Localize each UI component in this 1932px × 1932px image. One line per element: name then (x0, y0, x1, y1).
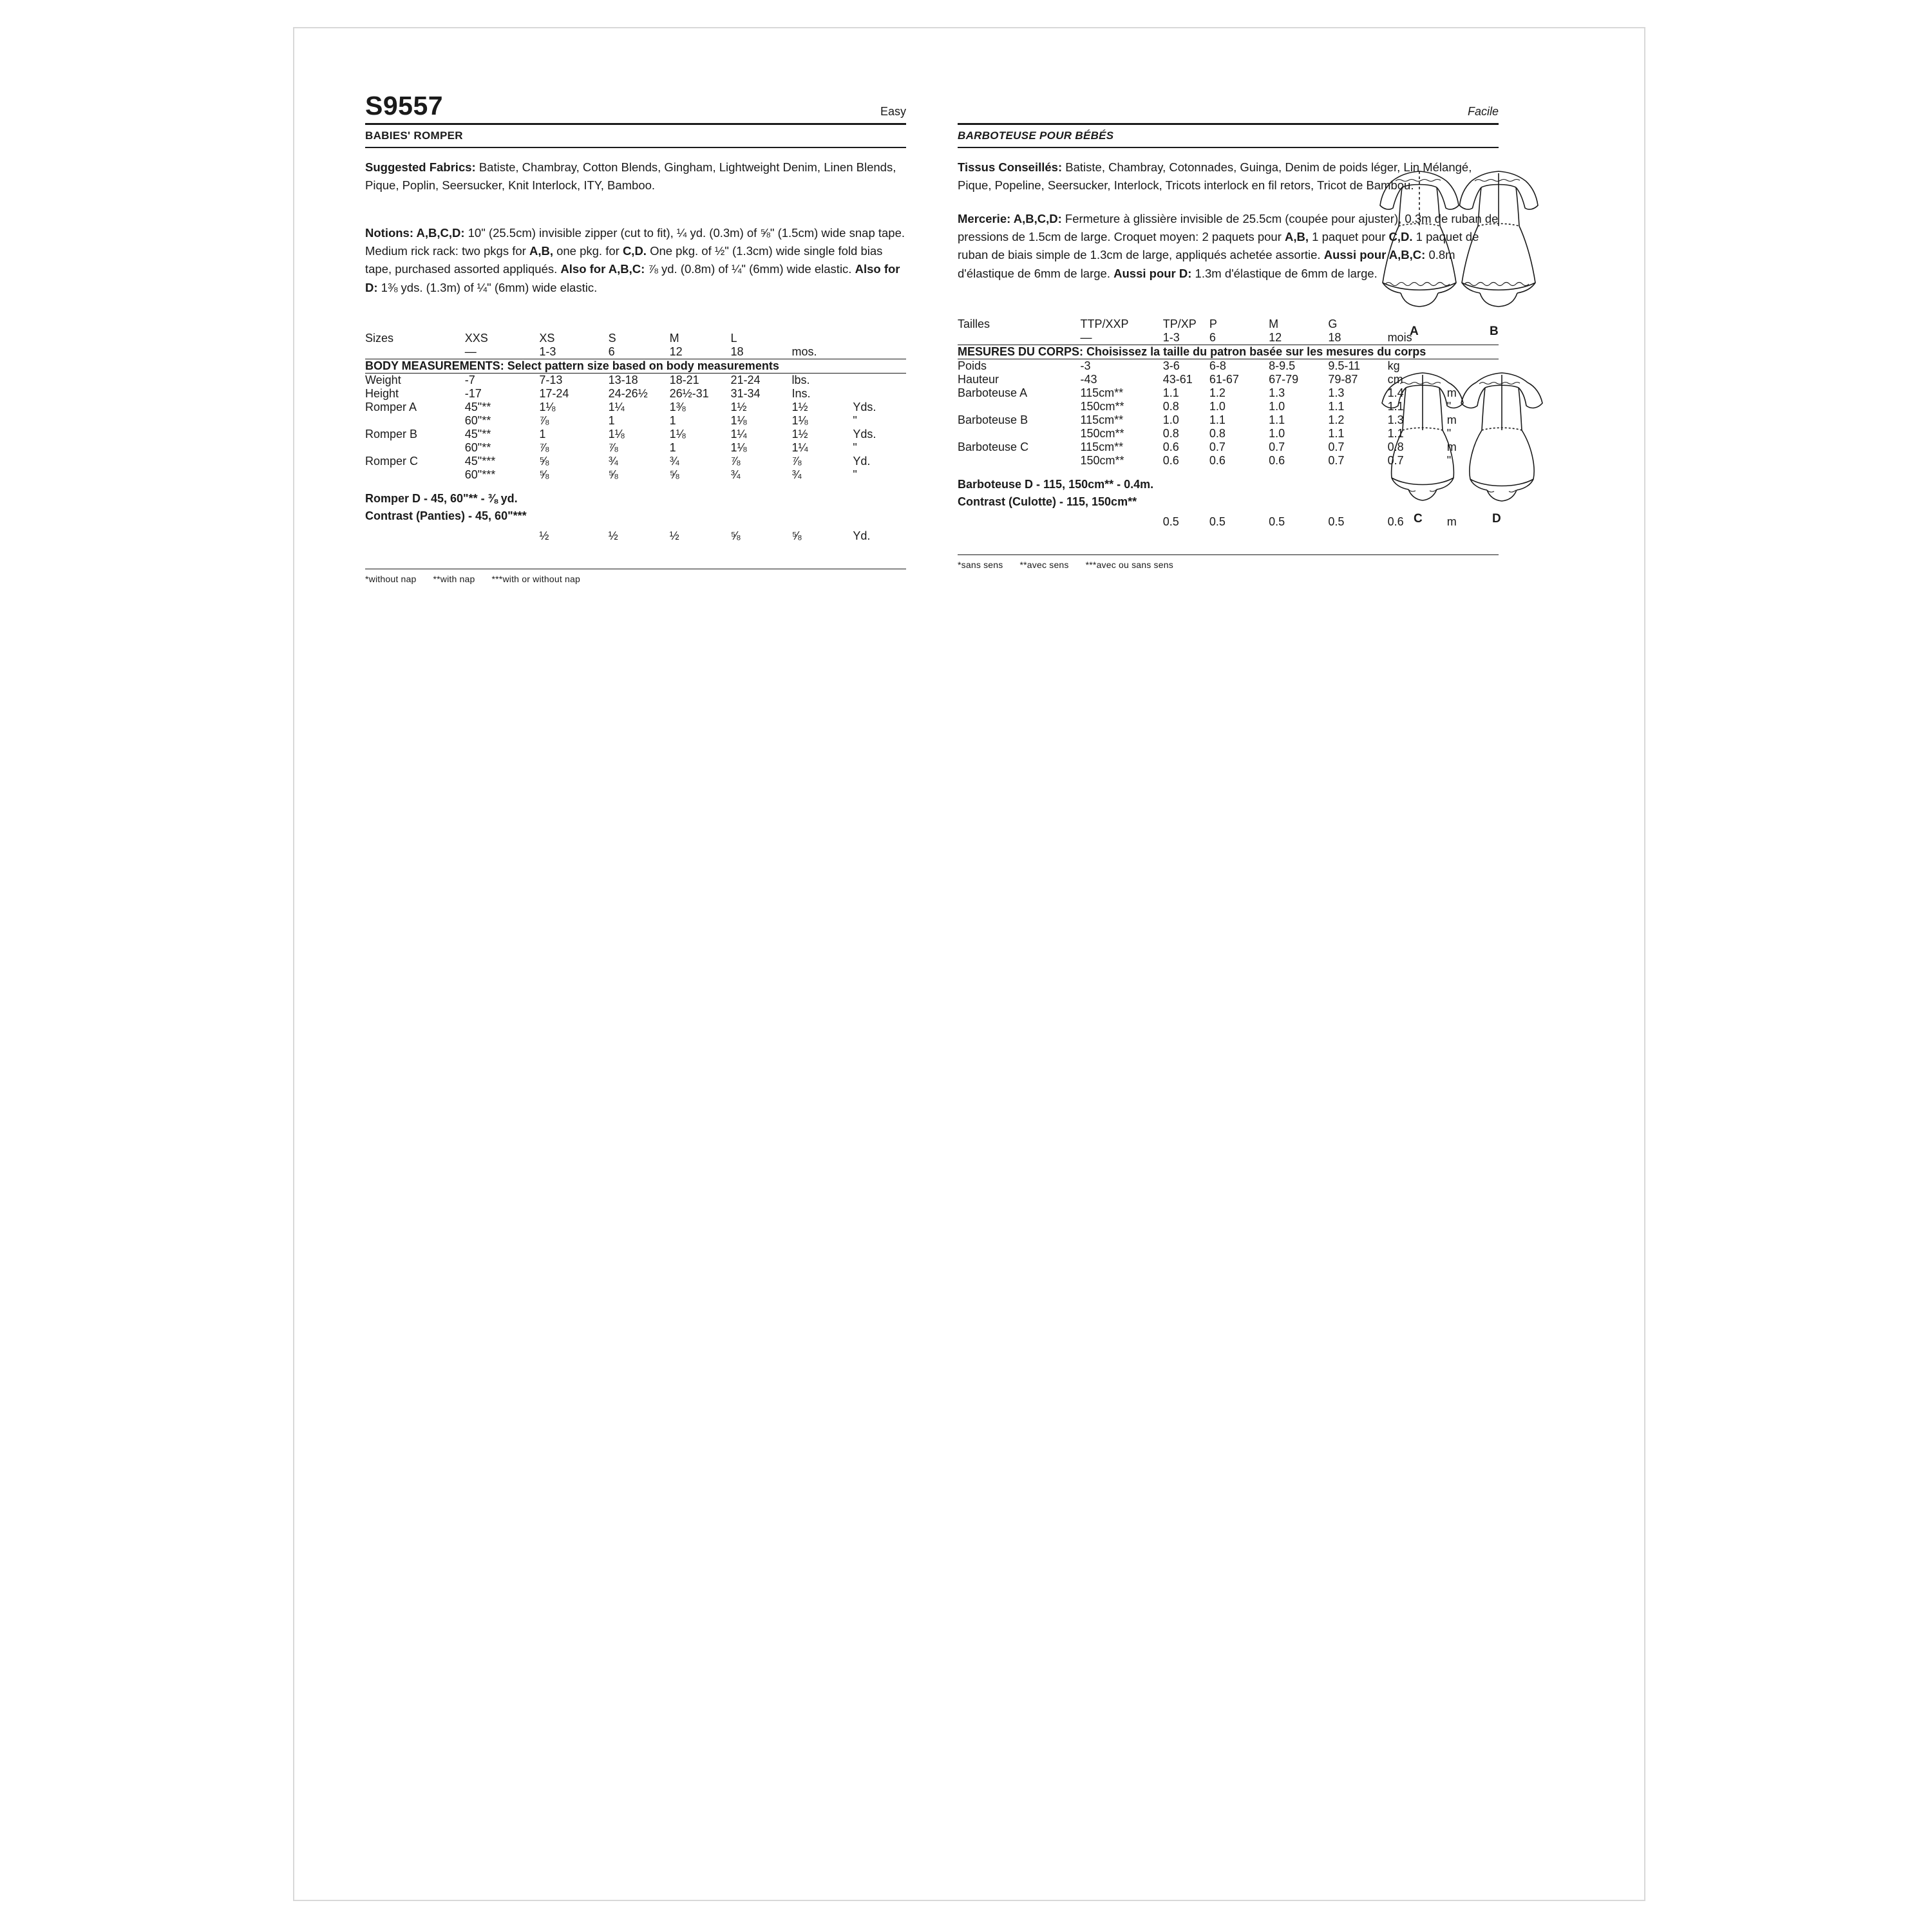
barboteuse-b2-v0-fr: 0.8 (1162, 426, 1179, 440)
notions-text-en-0: 10" (25.5cm) invisible zipper (cut to fit), ¼ yd. (0.3m) of ⅝" (1.5cm) wide snap tape. Medium rick rack: two pkgs for (365, 226, 905, 258)
table-row (365, 529, 906, 543)
barboteuse-c2-width-fr: 150cm** (1080, 453, 1124, 467)
size-age-0-en: — (465, 345, 540, 359)
barboteuse-a-v1-fr: 1.2 (1209, 386, 1226, 399)
romper-a2-unit-en: " (853, 413, 857, 427)
spacer-cell (365, 529, 465, 543)
notions-text-fr-0: Fermeture à glissière invisible de 25.5cm (coupée pour ajuster), 0.3m de ruban de pressions de 1.5cm de large. Croquet moyen: 2 paquets pour (958, 212, 1499, 244)
barboteuse-c2-v3-fr: 0.7 (1328, 453, 1345, 467)
romper-c2-v2-en: ⅝ (669, 468, 679, 481)
barboteuse-a-width-fr: 115cm** (1080, 386, 1124, 399)
romper-views-ab-illustration (1331, 141, 1589, 328)
height-label-fr: Hauteur (958, 372, 999, 386)
height-unit-fr: cm (1387, 372, 1403, 386)
romper-b2-width-en: 60"** (464, 440, 491, 454)
body-measurements-label-en: BODY MEASUREMENTS: (365, 359, 504, 372)
difficulty-label-fr: Facile (1467, 105, 1499, 118)
barboteuse-c2-v2-fr: 0.6 (1269, 453, 1285, 467)
size-code-4-fr: G (1328, 317, 1338, 330)
romper-b-v4-en: 1½ (791, 427, 808, 440)
barboteuse-b-unit-fr: m (1446, 413, 1457, 426)
notions-bold-fr-4: Aussi pour D: (1113, 266, 1192, 280)
barboteuse-b-v4-fr: 1.3 (1387, 413, 1404, 426)
height-v0-en: -17 (464, 386, 482, 400)
romper-a2-v0-en: ⅞ (539, 413, 549, 427)
height-v2-fr: 61-67 (1209, 372, 1239, 386)
weight-v0-fr: -3 (1080, 359, 1091, 372)
height-v4-fr: 79-87 (1328, 372, 1358, 386)
romper-c-v2-en: ¾ (669, 454, 679, 468)
romper-b-label-en: Romper B (365, 427, 418, 440)
body-measurements-note-en (365, 359, 906, 373)
table-row (365, 359, 906, 373)
notions-bold-en-1: A,B, (529, 244, 553, 258)
barboteuse-a-unit-fr: m (1446, 386, 1457, 399)
barboteuse-c2-v4-fr: 0.7 (1387, 453, 1404, 467)
table-row (365, 428, 906, 441)
footnote-0-fr: *sans sens (958, 559, 1003, 570)
table-row (365, 414, 906, 428)
romper-a-label-en: Romper A (365, 400, 417, 413)
romper-c-label-en: Romper C (365, 454, 419, 468)
barboteuse-b-v1-fr: 1.1 (1209, 413, 1226, 426)
notions-bold-fr-2: C,D. (1388, 230, 1413, 244)
barboteuse-d-value-fr: 115, 150cm** - 0.4m. (1043, 477, 1154, 491)
height-v4-en: 31-34 (730, 386, 761, 400)
barboteuse-a2-v2-fr: 1.0 (1269, 399, 1285, 413)
contrast-line-en (365, 509, 906, 523)
notions-text-en-2: One pkg. of ½" (1.3cm) wide single fold bias tape, purchased assorted appliqués. (365, 244, 883, 276)
romper-c2-v0-en: ⅝ (539, 468, 549, 481)
footnote-1-fr: **avec sens (1019, 559, 1069, 570)
barboteuse-b2-v1-fr: 0.8 (1209, 426, 1226, 440)
romper-a2-v1-en: 1 (608, 413, 615, 427)
contrast-label-fr: Contrast (Culotte) - (958, 495, 1066, 508)
height-v1-en: 17-24 (539, 386, 569, 400)
romper-b-unit-en: Yds. (853, 427, 876, 440)
notions-text-fr-1: 1 paquet pour (1309, 230, 1389, 244)
weight-v3-en: 18-21 (669, 373, 699, 386)
romper-a2-width-en: 60"** (464, 413, 491, 427)
view-label-c: C (1414, 512, 1423, 526)
view-label-b: B (1490, 325, 1499, 338)
weight-v1-en: 7-13 (539, 373, 563, 386)
table-row (365, 468, 906, 482)
body-measurements-label-fr: MESURES DU CORPS: (958, 345, 1084, 358)
size-age-2-en: 6 (609, 345, 670, 359)
table-row (365, 345, 906, 359)
barboteuse-c-unit-fr: m (1446, 440, 1457, 453)
contrast-unit-en: Yd. (853, 529, 871, 542)
romper-a-v0-en: 1⅛ (539, 400, 556, 413)
notions-label-fr: Mercerie: A,B,C,D: (958, 212, 1062, 226)
view-label-a: A (1410, 325, 1419, 338)
footnote-1-en: **with nap (433, 573, 475, 584)
header-row-en (365, 93, 906, 125)
spacer-cell (958, 331, 1080, 345)
barboteuse-b-width-fr: 115cm** (1080, 413, 1124, 426)
romper-a-v4-en: 1½ (791, 400, 808, 413)
size-age-3-fr: 12 (1269, 331, 1328, 345)
table-row (365, 332, 906, 345)
notions-bold-en-4: Also for D: (365, 262, 900, 294)
weight-v0-en: -7 (464, 373, 475, 386)
spacer-cell (853, 373, 906, 387)
romper-a2-v2-en: 1 (669, 413, 676, 427)
barboteuse-b2-label-fr (958, 427, 1080, 440)
size-code-4-en: L (730, 331, 737, 345)
barboteuse-c-width-fr: 115cm** (1080, 440, 1124, 453)
barboteuse-a-v4-fr: 1.4 (1387, 386, 1404, 399)
romper-b2-label-en (365, 441, 465, 455)
barboteuse-a-v0-fr: 1.1 (1162, 386, 1179, 399)
barboteuse-a2-v0-fr: 0.8 (1162, 399, 1179, 413)
contrast-v2-en: ½ (669, 529, 679, 542)
notions-label-en: Notions: A,B,C,D: (365, 226, 465, 240)
notions-text-fr-4: 1.3m d'élastique de 6mm de large. (1191, 266, 1378, 280)
size-code-2-fr: P (1209, 317, 1217, 330)
pattern-number: S9557 (365, 91, 444, 120)
pattern-envelope-page (293, 27, 1645, 1901)
height-v0-fr: -43 (1080, 372, 1097, 386)
barboteuse-b-v2-fr: 1.1 (1269, 413, 1285, 426)
barboteuse-c-label-fr: Barboteuse C (958, 440, 1029, 453)
barboteuse-b-v3-fr: 1.2 (1328, 413, 1345, 426)
notions-text-fr-3: 0.8m d'élastique de 6mm de large. (958, 248, 1455, 280)
weight-label-en: Weight (365, 373, 401, 386)
size-age-0-fr: — (1080, 331, 1162, 345)
spacer-cell (465, 529, 540, 543)
figure-group-cd (1331, 358, 1589, 529)
figure-group-ab (1331, 141, 1589, 341)
spacer-cell (853, 332, 906, 345)
size-age-1-en: 1-3 (539, 345, 608, 359)
size-code-0-en: XXS (464, 331, 488, 345)
contrast-v3-en: ⅝ (730, 529, 741, 542)
weight-v2-fr: 6-8 (1209, 359, 1226, 372)
size-age-4-fr: 18 (1328, 331, 1387, 345)
size-age-5-en: mos. (791, 345, 853, 359)
contrast-v1-en: ½ (608, 529, 618, 542)
table-row (365, 373, 906, 387)
romper-c-v4-en: ⅞ (791, 454, 802, 468)
barboteuse-b2-v2-fr: 1.0 (1269, 426, 1285, 440)
romper-a-v1-en: 1¼ (608, 400, 625, 413)
romper-b2-v4-en: 1¼ (791, 440, 808, 454)
table-row (365, 455, 906, 468)
sizes-label-fr: Tailles (958, 317, 990, 330)
contrast-v4-fr: 0.6 (1387, 515, 1404, 528)
romper-c2-width-en: 60"*** (464, 468, 496, 481)
height-unit-en: Ins. (791, 386, 811, 400)
barboteuse-a-label-fr: Barboteuse A (958, 386, 1028, 399)
barboteuse-a2-width-fr: 150cm** (1080, 399, 1124, 413)
spacer-cell (853, 345, 906, 359)
weight-v4-en: 21-24 (730, 373, 761, 386)
barboteuse-a-v2-fr: 1.3 (1269, 386, 1285, 399)
romper-b-width-en: 45"** (464, 427, 491, 440)
size-yardage-table-en (365, 332, 906, 482)
romper-a-v2-en: 1⅜ (669, 400, 686, 413)
footnotes-fr (958, 554, 1499, 570)
notions-text-en-1: one pkg. for (553, 244, 623, 258)
height-label-en: Height (365, 386, 399, 400)
size-age-3-en: 12 (670, 345, 731, 359)
barboteuse-c-v4-fr: 0.8 (1387, 440, 1404, 453)
body-measurements-text-en: Select pattern size based on body measurements (504, 359, 779, 372)
view-label-d: D (1492, 512, 1501, 526)
barboteuse-a2-v4-fr: 1.1 (1387, 399, 1404, 413)
romper-a-width-en: 45"** (464, 400, 491, 413)
suggested-fabrics-text-en: Batiste, Chambray, Cotton Blends, Gingham, Lightweight Denim, Linen Blends, Pique, Poplin, Seersucker, Knit Interlock, ITY, Bamboo. (365, 160, 896, 193)
weight-unit-en: lbs. (791, 373, 810, 386)
body-measurements-text-fr: Choisissez la taille du patron basée sur les mesures du corps (1083, 345, 1426, 358)
barboteuse-c-v3-fr: 0.7 (1328, 440, 1345, 453)
romper-a2-v3-en: 1⅛ (730, 413, 747, 427)
romper-b-v0-en: 1 (539, 427, 546, 440)
contrast-value-en: 45, 60"*** (475, 509, 527, 522)
height-v3-fr: 67-79 (1269, 372, 1299, 386)
romper-b2-v1-en: ⅞ (608, 440, 618, 454)
romper-a-unit-en: Yds. (853, 400, 876, 413)
barboteuse-b-v0-fr: 1.0 (1162, 413, 1179, 426)
romper-views-cd-illustration (1331, 358, 1589, 519)
romper-c-width-en: 45"*** (464, 454, 496, 468)
contrast-v4-en: ⅝ (791, 529, 802, 542)
spacer-cell (958, 515, 1080, 529)
contrast-v0-en: ½ (539, 529, 549, 542)
notions-text-fr-2: 1 paquet de ruban de biais simple de 1.3cm de large, appliqués achetée assortie. (958, 230, 1479, 262)
romper-c2-unit-en: " (853, 468, 857, 481)
weight-label-fr: Poids (958, 359, 987, 372)
notions-bold-fr-1: A,B, (1285, 230, 1309, 244)
line-art-figures (1331, 141, 1589, 529)
notions-en (365, 224, 906, 296)
weight-v3-fr: 8-9.5 (1269, 359, 1296, 372)
barboteuse-c-v0-fr: 0.6 (1162, 440, 1179, 453)
figure-labels-cd (1331, 512, 1589, 529)
notions-bold-en-3: Also for A,B,C: (560, 262, 645, 276)
table-row (365, 387, 906, 401)
spacer-cell (365, 345, 465, 359)
size-code-1-fr: TP/XP (1162, 317, 1197, 330)
barboteuse-d-label-fr: Barboteuse D - (958, 477, 1044, 491)
size-code-0-fr: TTP/XXP (1080, 317, 1129, 330)
weight-v4-fr: 9.5-11 (1328, 359, 1361, 372)
difficulty-label-en: Easy (880, 105, 906, 118)
spacer-cell (853, 387, 906, 401)
notions-text-en-3: ⅞ yd. (0.8m) of ¼" (6mm) wide elastic. (645, 262, 855, 276)
notions-bold-fr-3: Aussi pour A,B,C: (1323, 248, 1426, 262)
footnote-2-en: ***with or without nap (491, 573, 580, 584)
pattern-title-fr: BARBOTEUSE POUR BÉBÉS (958, 129, 1114, 142)
barboteuse-c-v2-fr: 0.7 (1269, 440, 1285, 453)
barboteuse-b2-width-fr: 150cm** (1080, 426, 1124, 440)
height-v1-fr: 43-61 (1162, 372, 1193, 386)
size-age-5-fr: mois (1388, 331, 1447, 345)
page-content (327, 93, 1589, 584)
header-row-fr (958, 93, 1499, 125)
english-column (365, 93, 906, 584)
contrast-v0-fr: 0.5 (1162, 515, 1179, 528)
size-code-3-fr: M (1269, 317, 1279, 330)
romper-b-v1-en: 1⅛ (608, 427, 625, 440)
height-v3-en: 26½-31 (669, 386, 709, 400)
barboteuse-c2-v0-fr: 0.6 (1162, 453, 1179, 467)
romper-c2-v3-en: ¾ (730, 468, 741, 481)
contrast-v1-fr: 0.5 (1209, 515, 1226, 528)
suggested-fabrics-text-fr: Batiste, Chambray, Cotonnades, Guinga, Denim de poids léger, Lin Mélangé, Pique, Popeline, Seersucker, Interlock, Tricots interlock en fil retors, Tricot de Bambou. (958, 160, 1472, 193)
barboteuse-a-v3-fr: 1.3 (1328, 386, 1345, 399)
barboteuse-b-label-fr: Barboteuse B (958, 413, 1028, 426)
notions-text-en-4: 1⅜ yds. (1.3m) of ¼" (6mm) wide elastic. (377, 280, 598, 294)
romper-a2-v4-en: 1⅛ (791, 413, 808, 427)
size-age-1-fr: 1-3 (1163, 331, 1209, 345)
suggested-fabrics-label-en: Suggested Fabrics: (365, 160, 476, 174)
footnote-2-fr: ***avec ou sans sens (1085, 559, 1173, 570)
barboteuse-a2-v1-fr: 1.0 (1209, 399, 1226, 413)
size-code-1-en: XS (539, 331, 555, 345)
weight-v1-fr: 3-6 (1162, 359, 1180, 372)
barboteuse-b2-v4-fr: 1.1 (1387, 426, 1404, 440)
suggested-fabrics-label-fr: Tissus Conseillés: (958, 160, 1063, 174)
figure-labels-ab (1331, 325, 1589, 341)
weight-v2-en: 13-18 (608, 373, 638, 386)
romper-c2-v1-en: ⅝ (608, 468, 618, 481)
romper-d-line-en (365, 492, 906, 506)
romper-b-v3-en: 1¼ (730, 427, 747, 440)
size-age-4-en: 18 (731, 345, 792, 359)
romper-c-unit-en: Yd. (853, 454, 871, 468)
notions-bold-en-2: C,D. (622, 244, 647, 258)
romper-c2-label-en (365, 468, 465, 482)
barboteuse-c2-unit-fr: " (1446, 453, 1452, 467)
romper-c-v1-en: ¾ (608, 454, 618, 468)
suggested-fabrics-en (365, 158, 906, 194)
barboteuse-a2-v3-fr: 1.1 (1328, 399, 1345, 413)
romper-a-v3-en: 1½ (730, 400, 747, 413)
size-code-2-en: S (608, 331, 616, 345)
contrast-v3-fr: 0.5 (1328, 515, 1345, 528)
size-code-5-en (791, 332, 853, 345)
romper-c-v0-en: ⅝ (539, 454, 549, 468)
table-row (365, 401, 906, 414)
barboteuse-a2-unit-fr: " (1446, 399, 1452, 413)
weight-unit-fr: kg (1387, 359, 1400, 372)
footnote-0-en: *without nap (365, 573, 417, 584)
romper-b2-v2-en: 1 (669, 440, 676, 454)
barboteuse-a2-label-fr (958, 400, 1080, 413)
pattern-title-en: BABIES' ROMPER (365, 129, 463, 142)
footnotes-en (365, 569, 906, 584)
barboteuse-b2-unit-fr: " (1446, 426, 1452, 440)
romper-c-v3-en: ⅞ (730, 454, 741, 468)
romper-b2-v0-en: ⅞ (539, 440, 549, 454)
height-v2-en: 24-26½ (608, 386, 648, 400)
size-age-2-fr: 6 (1209, 331, 1269, 345)
sizes-label-en: Sizes (365, 331, 394, 345)
barboteuse-c-v1-fr: 0.7 (1209, 440, 1226, 453)
romper-b2-v3-en: 1⅛ (730, 440, 747, 454)
contrast-unit-fr: m (1446, 515, 1457, 528)
romper-d-label-en: Romper D - (365, 491, 431, 505)
barboteuse-b2-v3-fr: 1.1 (1328, 426, 1345, 440)
romper-b-v2-en: 1⅛ (669, 427, 686, 440)
contrast-v2-fr: 0.5 (1269, 515, 1285, 528)
contrast-value-fr: 115, 150cm** (1066, 495, 1137, 508)
table-row (365, 441, 906, 455)
spacer-cell (1080, 515, 1162, 529)
title-row-en (365, 125, 906, 148)
barboteuse-c2-label-fr (958, 454, 1080, 468)
romper-a2-label-en (365, 414, 465, 428)
contrast-label-en: Contrast (Panties) - (365, 509, 476, 522)
romper-c2-v4-en: ¾ (791, 468, 802, 481)
barboteuse-c2-v1-fr: 0.6 (1209, 453, 1226, 467)
contrast-table-en (365, 529, 906, 543)
romper-d-value-en: 45, 60"** - ⅜ yd. (431, 491, 518, 505)
romper-b2-unit-en: " (853, 440, 857, 454)
size-code-3-en: M (669, 331, 679, 345)
